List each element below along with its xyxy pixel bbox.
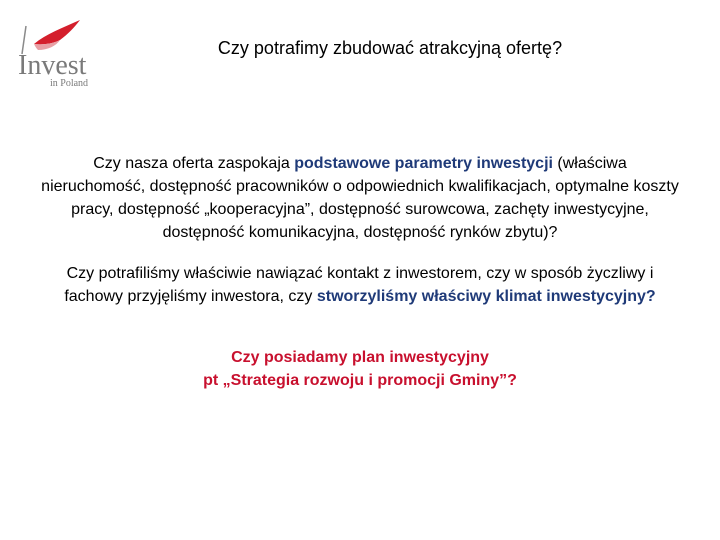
paragraph-text: (właściwa nieruchomość, dostępność pracowników o odpowiednich kwalifikacjach, optymalne koszty pracy, dostępność „kooperacyjna”, dostępność surowcowa, zachęty inwestycyjne, dostępność komunikacyjna, dostępność rynków zbytu)? <box>41 155 679 241</box>
highlight-text: stworzyliśmy właściwy klimat inwestycyjny? <box>316 288 656 305</box>
highlight-text: podstawowe parametry inwestycji <box>294 155 553 172</box>
invest-in-poland-logo <box>12 14 102 89</box>
logo-wordmark: Invest <box>18 50 87 81</box>
logo-subtitle: in Poland <box>50 78 89 89</box>
paragraph-text: Czy nasza oferta zaspokaja <box>93 155 295 172</box>
paragraph-text: Czy potrafiliśmy właściwie nawiązać kontakt z inwestorem, czy w sposób życzliwy i fachowy przyjęliśmy inwestora, czy <box>64 265 654 305</box>
paragraph-investment-parameters <box>40 152 680 244</box>
page-title: Czy potrafimy zbudować atrakcyjną ofertę? <box>217 38 563 58</box>
strategy-question-line: pt „Strategia rozwoju i promocji Gminy”? <box>203 372 517 389</box>
paragraph-investor-contact <box>40 262 680 308</box>
plan-question-line: Czy posiadamy plan inwestycyjny <box>231 349 489 366</box>
paragraph-investment-plan <box>40 346 680 392</box>
